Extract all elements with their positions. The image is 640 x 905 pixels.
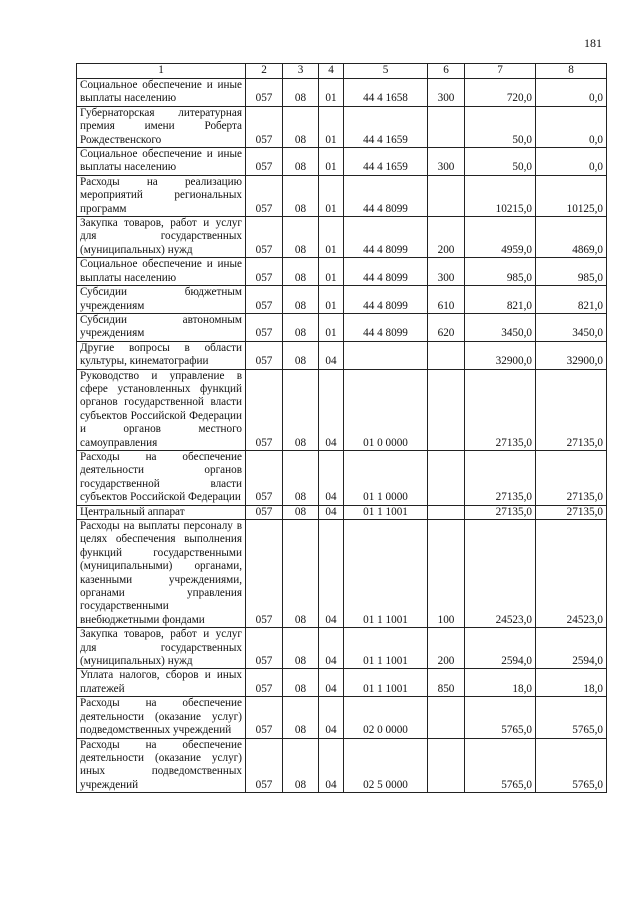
col-header-2: 2 [246, 64, 283, 79]
row-ministry-code: 057 [246, 628, 283, 669]
row-amount-year-2: 18,0 [536, 669, 607, 697]
col-header-8: 8 [536, 64, 607, 79]
row-name: Другие вопросы в области культуры, кинематографии [77, 341, 246, 369]
table-row [77, 341, 607, 369]
row-name: Социальное обеспечение и иные выплаты населению [77, 79, 246, 107]
row-name: Расходы на обеспечение деятельности (оказание услуг) подведомственных учреждений [77, 697, 246, 738]
row-section: 08 [283, 669, 319, 697]
table-header-row [77, 64, 607, 79]
row-section: 08 [283, 520, 319, 628]
row-name: Уплата налогов, сборов и иных платежей [77, 669, 246, 697]
row-ministry-code: 057 [246, 286, 283, 314]
row-section: 08 [283, 738, 319, 793]
row-expense-type [428, 450, 465, 505]
table-row [77, 175, 607, 216]
row-subsection: 04 [319, 505, 344, 519]
row-expense-type: 610 [428, 286, 465, 314]
row-amount-year-2: 0,0 [536, 106, 607, 147]
row-amount-year-2: 32900,0 [536, 341, 607, 369]
row-ministry-code: 057 [246, 217, 283, 258]
budget-table [76, 63, 607, 793]
row-target-article: 01 1 0000 [344, 450, 428, 505]
row-amount-year-1: 720,0 [465, 79, 536, 107]
row-amount-year-2: 27135,0 [536, 505, 607, 519]
row-subsection: 04 [319, 697, 344, 738]
col-header-6: 6 [428, 64, 465, 79]
row-ministry-code: 057 [246, 175, 283, 216]
row-amount-year-2: 5765,0 [536, 697, 607, 738]
row-section: 08 [283, 106, 319, 147]
row-amount-year-2: 2594,0 [536, 628, 607, 669]
row-name: Закупка товаров, работ и услуг для государственных (муниципальных) нужд [77, 628, 246, 669]
row-expense-type: 300 [428, 258, 465, 286]
table-row [77, 450, 607, 505]
row-amount-year-1: 2594,0 [465, 628, 536, 669]
row-ministry-code: 057 [246, 505, 283, 519]
row-name: Руководство и управление в сфере установленных функций органов государственной власти субъектов Российской Федерации и органов местного самоуправления [77, 369, 246, 450]
table-row [77, 505, 607, 519]
row-expense-type [428, 738, 465, 793]
row-section: 08 [283, 369, 319, 450]
row-amount-year-2: 27135,0 [536, 369, 607, 450]
row-expense-type: 850 [428, 669, 465, 697]
row-amount-year-2: 0,0 [536, 79, 607, 107]
row-subsection: 04 [319, 628, 344, 669]
row-subsection: 01 [319, 313, 344, 341]
row-section: 08 [283, 217, 319, 258]
col-header-5: 5 [344, 64, 428, 79]
row-subsection: 01 [319, 286, 344, 314]
row-amount-year-2: 24523,0 [536, 520, 607, 628]
row-expense-type: 300 [428, 79, 465, 107]
row-subsection: 04 [319, 450, 344, 505]
row-subsection: 04 [319, 738, 344, 793]
row-amount-year-1: 985,0 [465, 258, 536, 286]
row-name: Центральный аппарат [77, 505, 246, 519]
row-target-article: 44 4 8099 [344, 258, 428, 286]
row-ministry-code: 057 [246, 520, 283, 628]
row-name: Расходы на обеспечение деятельности (оказание услуг) иных подведомственных учреждений [77, 738, 246, 793]
row-ministry-code: 057 [246, 369, 283, 450]
row-ministry-code: 057 [246, 258, 283, 286]
row-section: 08 [283, 313, 319, 341]
row-expense-type [428, 175, 465, 216]
row-amount-year-2: 5765,0 [536, 738, 607, 793]
row-name: Субсидии автономным учреждениям [77, 313, 246, 341]
row-expense-type [428, 106, 465, 147]
col-header-1: 1 [77, 64, 246, 79]
row-name: Социальное обеспечение и иные выплаты населению [77, 258, 246, 286]
row-target-article: 01 1 1001 [344, 520, 428, 628]
row-amount-year-2: 3450,0 [536, 313, 607, 341]
row-ministry-code: 057 [246, 738, 283, 793]
row-amount-year-1: 4959,0 [465, 217, 536, 258]
row-target-article: 44 4 1658 [344, 79, 428, 107]
row-subsection: 01 [319, 106, 344, 147]
table-row [77, 520, 607, 628]
table-row [77, 286, 607, 314]
table-row [77, 106, 607, 147]
row-amount-year-1: 24523,0 [465, 520, 536, 628]
row-target-article: 02 0 0000 [344, 697, 428, 738]
row-amount-year-2: 10125,0 [536, 175, 607, 216]
row-target-article: 02 5 0000 [344, 738, 428, 793]
row-ministry-code: 057 [246, 313, 283, 341]
row-name: Субсидии бюджетным учреждениям [77, 286, 246, 314]
row-subsection: 01 [319, 175, 344, 216]
row-expense-type [428, 505, 465, 519]
row-section: 08 [283, 258, 319, 286]
table-row [77, 369, 607, 450]
row-subsection: 04 [319, 669, 344, 697]
row-amount-year-2: 4869,0 [536, 217, 607, 258]
row-target-article: 44 4 8099 [344, 175, 428, 216]
table-row [77, 148, 607, 176]
row-section: 08 [283, 450, 319, 505]
row-name: Расходы на обеспечение деятельности органов государственной власти субъектов Российской Федерации [77, 450, 246, 505]
row-subsection: 01 [319, 258, 344, 286]
row-amount-year-1: 18,0 [465, 669, 536, 697]
row-section: 08 [283, 286, 319, 314]
row-amount-year-2: 0,0 [536, 148, 607, 176]
table-row [77, 738, 607, 793]
table-row [77, 669, 607, 697]
row-target-article: 44 4 8099 [344, 217, 428, 258]
row-expense-type: 620 [428, 313, 465, 341]
row-target-article [344, 341, 428, 369]
row-ministry-code: 057 [246, 79, 283, 107]
row-amount-year-2: 821,0 [536, 286, 607, 314]
row-name: Расходы на реализацию мероприятий региональных программ [77, 175, 246, 216]
table-row [77, 697, 607, 738]
row-ministry-code: 057 [246, 148, 283, 176]
row-subsection: 01 [319, 217, 344, 258]
row-amount-year-1: 821,0 [465, 286, 536, 314]
row-target-article: 01 1 1001 [344, 628, 428, 669]
row-ministry-code: 057 [246, 450, 283, 505]
table-row [77, 217, 607, 258]
col-header-3: 3 [283, 64, 319, 79]
table-row [77, 628, 607, 669]
row-amount-year-1: 5765,0 [465, 697, 536, 738]
row-target-article: 01 0 0000 [344, 369, 428, 450]
row-expense-type: 200 [428, 628, 465, 669]
row-target-article: 44 4 8099 [344, 286, 428, 314]
row-expense-type [428, 369, 465, 450]
row-section: 08 [283, 79, 319, 107]
row-section: 08 [283, 697, 319, 738]
table-row [77, 79, 607, 107]
row-expense-type: 100 [428, 520, 465, 628]
page-number: 181 [584, 36, 602, 50]
row-amount-year-1: 27135,0 [465, 505, 536, 519]
row-ministry-code: 057 [246, 106, 283, 147]
row-amount-year-2: 27135,0 [536, 450, 607, 505]
row-subsection: 04 [319, 369, 344, 450]
row-name: Расходы на выплаты персоналу в целях обеспечения выполнения функций государственными (муниципальными) органами, казенными учреждениями, органами управления государственными внебюджетными фондами [77, 520, 246, 628]
table-row [77, 313, 607, 341]
row-amount-year-1: 27135,0 [465, 450, 536, 505]
row-target-article: 01 1 1001 [344, 505, 428, 519]
row-subsection: 04 [319, 520, 344, 628]
row-expense-type: 300 [428, 148, 465, 176]
row-target-article: 44 4 8099 [344, 313, 428, 341]
row-section: 08 [283, 175, 319, 216]
row-name: Губернаторская литературная премия имени Роберта Рождественского [77, 106, 246, 147]
row-target-article: 44 4 1659 [344, 148, 428, 176]
row-amount-year-1: 50,0 [465, 148, 536, 176]
row-amount-year-1: 27135,0 [465, 369, 536, 450]
row-section: 08 [283, 628, 319, 669]
row-ministry-code: 057 [246, 669, 283, 697]
row-name: Социальное обеспечение и иные выплаты населению [77, 148, 246, 176]
row-expense-type [428, 341, 465, 369]
row-amount-year-1: 50,0 [465, 106, 536, 147]
row-subsection: 01 [319, 79, 344, 107]
row-amount-year-1: 10215,0 [465, 175, 536, 216]
row-amount-year-2: 985,0 [536, 258, 607, 286]
row-expense-type: 200 [428, 217, 465, 258]
row-section: 08 [283, 505, 319, 519]
table-row [77, 258, 607, 286]
row-ministry-code: 057 [246, 697, 283, 738]
row-section: 08 [283, 148, 319, 176]
row-name: Закупка товаров, работ и услуг для государственных (муниципальных) нужд [77, 217, 246, 258]
row-target-article: 44 4 1659 [344, 106, 428, 147]
row-amount-year-1: 5765,0 [465, 738, 536, 793]
row-expense-type [428, 697, 465, 738]
row-amount-year-1: 3450,0 [465, 313, 536, 341]
col-header-4: 4 [319, 64, 344, 79]
row-subsection: 04 [319, 341, 344, 369]
row-section: 08 [283, 341, 319, 369]
row-ministry-code: 057 [246, 341, 283, 369]
row-target-article: 01 1 1001 [344, 669, 428, 697]
row-amount-year-1: 32900,0 [465, 341, 536, 369]
row-subsection: 01 [319, 148, 344, 176]
col-header-7: 7 [465, 64, 536, 79]
